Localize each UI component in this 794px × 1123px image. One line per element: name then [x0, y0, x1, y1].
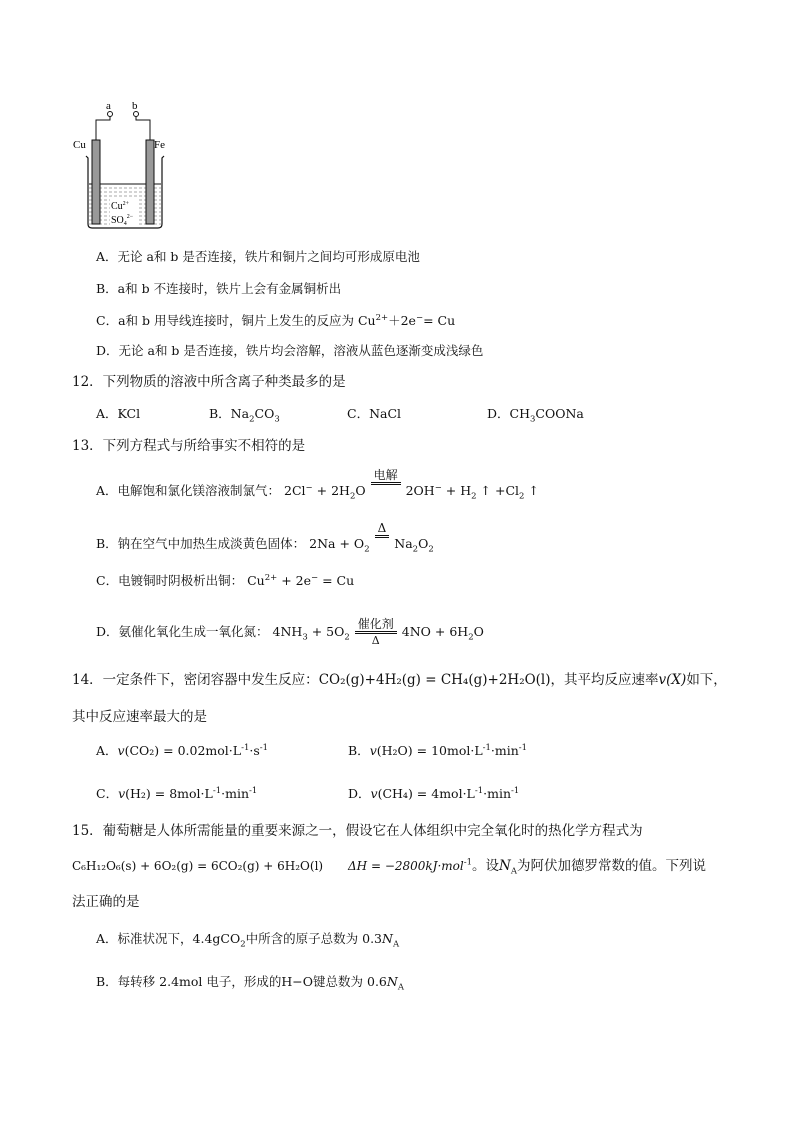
wire-a: [96, 116, 110, 142]
q11-option-c: C．a和 b 用导线连接时，铜片上发生的反应为 $Cu^{2+}+2e^-= Cu$: [96, 312, 456, 328]
q14-option-a: A．$v(CO_2) = 0.02mol\cdot L^{-1}\cdot s^{-1}$: [96, 742, 269, 758]
q15-stem-line2-right: ΔH = −2800kJ·mol$^{-1}$。设$N_A$为阿伏加德罗常数的值。下列说: [348, 857, 706, 877]
condition-heat: Δ: [375, 522, 390, 551]
q13-option-a: A．电解饱和氯化镁溶液制氯气： $2Cl^- + 2H_2O$ 电解 $2OH^- + H_2$ ↑ $+Cl_2$ ↑: [96, 468, 539, 502]
terminal-a-label: a: [106, 100, 111, 112]
q12-stem: 12．下列物质的溶液中所含离子种类最多的是: [72, 374, 346, 390]
q15-stem-line2: [72, 857, 323, 875]
q14-option-b: B．$v(H_2O) = 10mol\cdot L^{-1}\cdot\min^{-1}$: [348, 742, 528, 758]
condition-electrolysis: 电解: [371, 469, 401, 498]
q12-option-c: C．NaCl: [347, 406, 402, 421]
q13-option-c: C．电镀铜时阴极析出铜： $Cu^{2+} + 2e^- = Cu$: [96, 572, 355, 588]
q15-option-a: A．标准状况下，4.4gCO$_2$中所含的原子总数为 $0.3N_A$: [96, 931, 400, 950]
q13-option-d: D．氨催化氧化生成一氧化氮： $4NH_3 + 5O_2$ $\frac{\text{催化剂}}{\Delta}$ $4NO + 6H_2O$: [96, 617, 484, 647]
iron-electrode: [146, 140, 154, 224]
glucose-equation: C₆H₁₂O₆(s) + 6O₂(g) = 6CO₂(g) + 6H₂O(l): [72, 859, 324, 873]
q14-stem-line2: 其中反应速率最大的是: [72, 709, 207, 725]
terminal-a-dot: [108, 112, 113, 117]
q14-option-c: C．$v(H_2) = 8mol\cdot L^{-1}\cdot\min^{-1}$: [96, 785, 258, 801]
q14-stem-line1: 14．一定条件下，密闭容器中发生反应：CO₂(g)+4H₂(g) = CH₄(g)+2H₂O(l)，其平均反应速率v(X)如下，: [72, 672, 727, 688]
electrode-cu-label: Cu: [73, 139, 86, 151]
q12-option-a: A．KCl: [96, 406, 141, 421]
q13-option-b: B．钠在空气中加热生成淡黄色固体： $2Na + O_2$ Δ $Na_2O_2$: [96, 521, 434, 555]
q11-option-d: D．无论 a和 b 是否连接，铁片均会溶解，溶液从蓝色逐渐变成浅绿色: [96, 343, 484, 358]
q13-a-equation: $2Cl^- + 2H_2O$ 电解 $2OH^- + H_2$ ↑ $+Cl_2$ ↑: [284, 468, 539, 502]
ion-cu-label: $Cu^{2+}$: [111, 201, 130, 212]
wire-b: [136, 116, 150, 142]
q15-option-b: B．每转移 2.4mol 电子，形成的H−O键总数为 $0.6N_A$: [96, 974, 404, 993]
q15-stem-line3: 法正确的是: [72, 894, 140, 910]
terminal-b-dot: [134, 112, 139, 117]
electrode-fe-label: Fe: [154, 139, 165, 151]
ion-so4-label: $SO_4^{2-}$: [111, 214, 134, 227]
copper-electrode: [92, 140, 100, 224]
q11-option-b: B．a和 b 不连接时，铁片上会有金属铜析出: [96, 281, 342, 296]
electrochemical-cell-diagram: [70, 98, 180, 233]
q15-stem-line1: 15．葡萄糖是人体所需能量的重要来源之一，假设它在人体组织中完全氧化时的热化学方程式为: [72, 823, 643, 839]
condition-catalyst-heat: $\frac{\text{催化剂}}{\Delta}$: [355, 618, 397, 647]
terminal-b-label: b: [132, 100, 138, 112]
q14-option-d: D．$v(CH_4) = 4mol\cdot L^{-1}\cdot\min^{-1}$: [348, 785, 520, 801]
q13-stem: 13．下列方程式与所给事实不相符的是: [72, 438, 306, 454]
q11-option-a: A．无论 a和 b 是否连接，铁片和铜片之间均可形成原电池: [96, 249, 420, 264]
q12-option-d: D．$CH_3COONa$: [487, 406, 584, 425]
q12-option-b: B．$Na_2CO_3$: [209, 406, 280, 425]
